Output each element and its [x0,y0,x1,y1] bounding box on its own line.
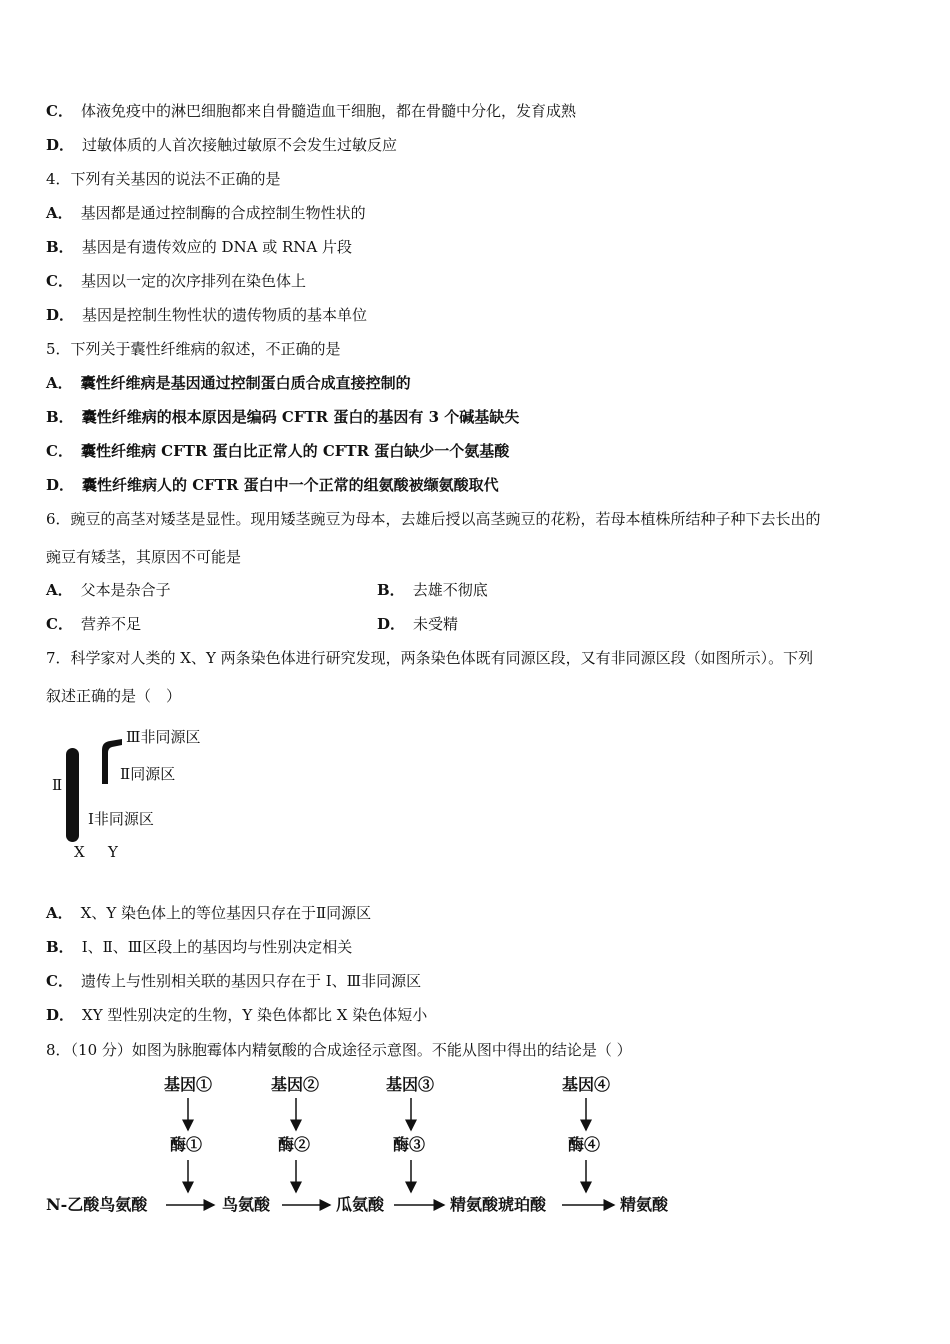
label-iii-non-homologous: Ⅲ非同源区 [126,728,201,746]
enzyme-4-label: 酶④ [568,1135,601,1154]
option-text: 囊性纤维病人的 CFTR 蛋白中一个正常的组氨酸被缬氨酸取代 [82,476,499,494]
option-label: C． [46,615,73,633]
label-i-non-homologous: Ⅰ非同源区 [88,810,154,828]
option-label: D． [46,136,75,154]
q7-option-b [46,937,352,957]
option-label: C． [46,272,73,290]
x-chromosome-shape [66,748,79,842]
option-label: C． [46,442,73,460]
option-text: 囊性纤维病是基因通过控制蛋白质合成直接控制的 [80,374,411,392]
option-text: 基因是有遗传效应的 DNA 或 RNA 片段 [81,238,352,256]
option-label: D． [377,615,406,633]
option-label: C． [46,102,73,120]
question-6-stem-line2: 豌豆有矮茎，其原因不可能是 [46,548,242,566]
option-text: 去雄不彻底 [412,581,488,599]
enzyme-3-label: 酶③ [393,1135,426,1154]
question-4-stem: 4．下列有关基因的说法不正确的是 [46,170,281,188]
option-label: B． [46,408,74,426]
option-text: 基因都是通过控制酶的合成控制生物性状的 [80,204,366,222]
option-text: 营养不足 [80,615,141,633]
y-chromosome-shape [102,739,122,784]
product-arginine: 精氨酸 [620,1195,669,1214]
q4-option-a [46,203,366,223]
q6-option-b [377,580,488,600]
option-text: 基因是控制生物性状的遗传物质的基本单位 [82,306,368,324]
q5-option-d [46,475,499,495]
q7-option-a [46,903,371,923]
gene-4-label: 基因④ [562,1075,611,1094]
option-label: B． [46,238,74,256]
gene-2-label: 基因② [271,1075,320,1094]
q4-option-d [46,305,367,325]
option-text: I、Ⅱ、Ⅲ区段上的基因均与性别决定相关 [81,938,353,956]
question-8-stem: 8．（10 分）如图为脉胞霉体内精氨酸的合成途径示意图。不能从图中得出的结论是（ ） [46,1041,632,1059]
option-label: D． [46,306,75,324]
substrate-ornithine: 鸟氨酸 [222,1195,271,1214]
option-label: A． [46,581,73,599]
option-label: D． [46,1006,75,1024]
q4-option-c [46,271,306,291]
substrate-argininosuccinate: 精氨酸琥珀酸 [450,1195,547,1214]
option-text: 囊性纤维病 CFTR 蛋白比正常人的 CFTR 蛋白缺少一个氨基酸 [80,442,510,460]
label-ii-homologous: Ⅱ同源区 [120,765,176,783]
option-text: 过敏体质的人首次接触过敏原不会发生过敏反应 [82,136,398,154]
q7-option-c [46,971,421,991]
q6-option-a [46,580,171,600]
option-label: A． [46,374,73,392]
label-y: Y [108,843,118,861]
option-label: A． [46,204,73,222]
xy-chromosome-figure [46,720,226,865]
q7-option-d [46,1005,427,1025]
option-text: 未受精 [413,615,459,633]
substrate-n-acetylornithine: N-乙酸鸟氨酸 [46,1195,148,1214]
arginine-pathway-figure [46,1068,696,1218]
q5-option-c [46,441,509,461]
option-text: 体液免疫中的淋巴细胞都来自骨髓造血干细胞，都在骨髓中分化，发育成熟 [80,102,576,120]
gene-3-label: 基因③ [386,1075,435,1094]
enzyme-2-label: 酶② [278,1135,311,1154]
option-label: B． [377,581,405,599]
option-text: X、Y 染色体上的等位基因只存在于Ⅱ同源区 [80,904,372,922]
option-text: 基因以一定的次序排列在染色体上 [80,272,306,290]
q5-option-a [46,373,411,393]
enzyme-1-label: 酶① [170,1135,203,1154]
option-label: C． [46,972,73,990]
option-text: XY 型性别决定的生物，Y 染色体都比 X 染色体短小 [82,1006,428,1024]
q6-option-c [46,614,141,634]
option-line [46,101,576,121]
option-text: 遗传上与性别相关联的基因只存在于 I、Ⅲ非同源区 [80,972,422,990]
question-5-stem: 5．下列关于囊性纤维病的叙述，不正确的是 [46,340,341,358]
label-ii-left: Ⅱ [52,776,63,794]
q5-option-b [46,407,519,427]
question-6-stem-line1: 6．豌豆的高茎对矮茎是显性。现用矮茎豌豆为母本，去雄后授以高茎豌豆的花粉，若母本植株所结种子种下去长出的 [46,510,821,528]
question-7-stem-line1: 7．科学家对人类的 X、Y 两条染色体进行研究发现，两条染色体既有同源区段，又有非同源区段（如图所示）。下列 [46,649,814,667]
q6-option-d [377,614,458,634]
option-label: A． [46,904,73,922]
label-x: X [74,843,85,861]
option-label: D． [46,476,75,494]
option-text: 父本是杂合子 [80,581,171,599]
option-text: 囊性纤维病的根本原因是编码 CFTR 蛋白的基因有 3 个碱基缺失 [81,408,520,426]
option-line [46,135,397,155]
q4-option-b [46,237,352,257]
gene-1-label: 基因① [164,1075,213,1094]
option-label: B． [46,938,74,956]
question-7-stem-line2: 叙述正确的是（ ） [46,687,182,705]
substrate-citrulline: 瓜氨酸 [336,1195,385,1214]
